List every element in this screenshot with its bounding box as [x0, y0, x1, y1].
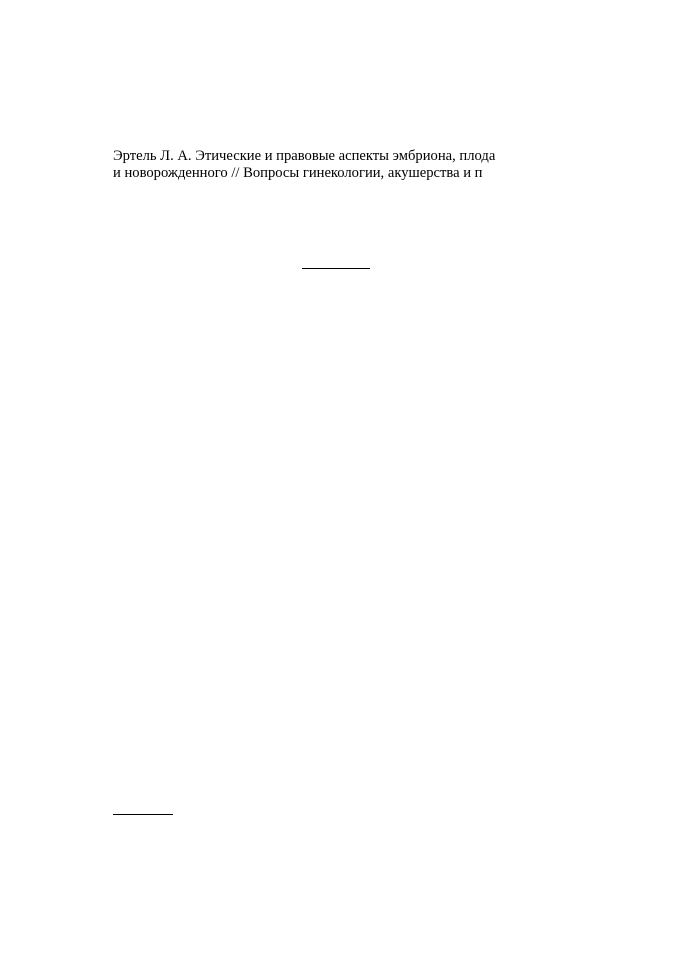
bibliographic-reference [113, 148, 613, 182]
section-separator-rule [302, 268, 370, 269]
reference-line-2: и новорожденного // Вопросы гинекологии, акушерства и п [113, 165, 483, 181]
reference-line-1: Эртель Л. А. Этические и правовые аспекты эмбриона, плода [113, 148, 496, 164]
footnote-separator-rule [113, 814, 173, 815]
